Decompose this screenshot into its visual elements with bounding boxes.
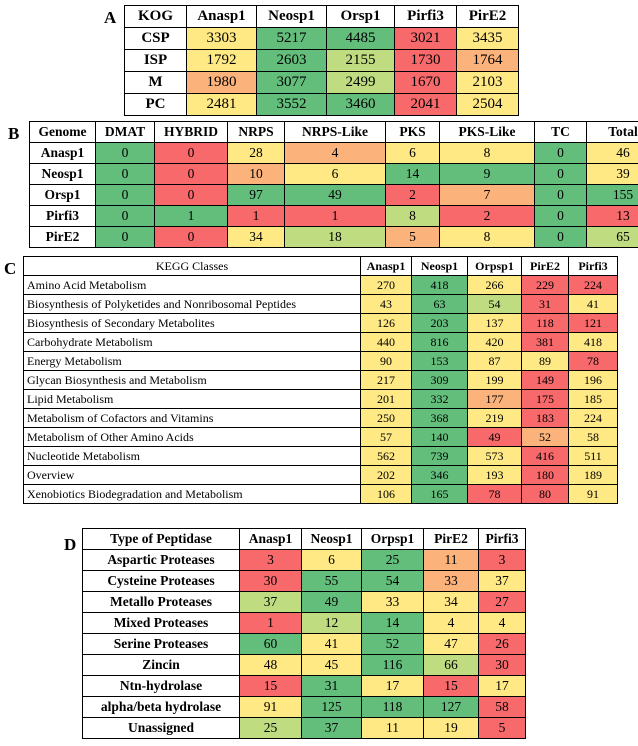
value-cell: 202 <box>361 466 412 485</box>
column-header: TC <box>535 122 587 143</box>
column-header: Anasp1 <box>240 529 302 550</box>
row-label: PirE2 <box>30 227 96 248</box>
table-row <box>24 428 618 447</box>
value-cell: 250 <box>361 409 412 428</box>
value-cell: 1670 <box>395 72 457 94</box>
table-row <box>24 390 618 409</box>
value-cell: 199 <box>468 371 522 390</box>
table-row <box>24 333 618 352</box>
value-cell: 28 <box>228 143 285 164</box>
value-cell: 2603 <box>257 50 327 72</box>
value-cell: 118 <box>362 697 424 718</box>
value-cell: 2481 <box>187 94 257 116</box>
value-cell: 125 <box>302 697 362 718</box>
value-cell: 739 <box>412 447 468 466</box>
row-label: M <box>125 72 187 94</box>
table-row <box>83 592 526 613</box>
table-row <box>83 697 526 718</box>
row-label: Glycan Biosynthesis and Metabolism <box>24 371 361 390</box>
kog-table <box>124 5 519 116</box>
row-header-title: KOG <box>125 6 187 28</box>
value-cell: 26 <box>479 634 526 655</box>
value-cell: 0 <box>155 164 228 185</box>
value-cell: 58 <box>479 697 526 718</box>
value-cell: 13 <box>587 206 638 227</box>
value-cell: 5217 <box>257 28 327 50</box>
value-cell: 1 <box>155 206 228 227</box>
secondary-metabolite-table <box>29 121 638 248</box>
value-cell: 78 <box>569 352 618 371</box>
value-cell: 126 <box>361 314 412 333</box>
column-header: PirE2 <box>522 257 569 276</box>
value-cell: 52 <box>362 634 424 655</box>
value-cell: 18 <box>285 227 386 248</box>
value-cell: 137 <box>468 314 522 333</box>
value-cell: 49 <box>302 592 362 613</box>
table-row <box>83 571 526 592</box>
value-cell: 381 <box>522 333 569 352</box>
row-label: Anasp1 <box>30 143 96 164</box>
column-header: Orsp1 <box>327 6 395 28</box>
column-header: Pirfi3 <box>569 257 618 276</box>
value-cell: 1980 <box>187 72 257 94</box>
column-header: Pirfi3 <box>479 529 526 550</box>
value-cell: 418 <box>412 276 468 295</box>
table-row <box>24 314 618 333</box>
row-label: Pirfi3 <box>30 206 96 227</box>
table-row <box>83 634 526 655</box>
value-cell: 25 <box>362 550 424 571</box>
value-cell: 2103 <box>457 72 519 94</box>
value-cell: 196 <box>569 371 618 390</box>
value-cell: 3435 <box>457 28 519 50</box>
value-cell: 3460 <box>327 94 395 116</box>
value-cell: 14 <box>362 613 424 634</box>
row-label: PC <box>125 94 187 116</box>
value-cell: 180 <box>522 466 569 485</box>
value-cell: 121 <box>569 314 618 333</box>
column-header: Neosp1 <box>412 257 468 276</box>
value-cell: 19 <box>424 718 479 739</box>
value-cell: 49 <box>285 185 386 206</box>
value-cell: 440 <box>361 333 412 352</box>
value-cell: 183 <box>522 409 569 428</box>
table-row <box>24 352 618 371</box>
value-cell: 266 <box>468 276 522 295</box>
value-cell: 10 <box>228 164 285 185</box>
row-label: Amino Acid Metabolism <box>24 276 361 295</box>
value-cell: 4 <box>424 613 479 634</box>
value-cell: 78 <box>468 485 522 504</box>
row-label: Orsp1 <box>30 185 96 206</box>
value-cell: 41 <box>569 295 618 314</box>
value-cell: 2504 <box>457 94 519 116</box>
value-cell: 34 <box>228 227 285 248</box>
value-cell: 33 <box>362 592 424 613</box>
column-header: PirE2 <box>457 6 519 28</box>
value-cell: 1 <box>285 206 386 227</box>
value-cell: 149 <box>522 371 569 390</box>
column-header: DMAT <box>96 122 155 143</box>
row-header-title: Genome <box>30 122 96 143</box>
value-cell: 1730 <box>395 50 457 72</box>
value-cell: 45 <box>302 655 362 676</box>
value-cell: 175 <box>522 390 569 409</box>
row-label: CSP <box>125 28 187 50</box>
row-label: Xenobiotics Biodegradation and Metabolism <box>24 485 361 504</box>
value-cell: 39 <box>587 164 638 185</box>
value-cell: 17 <box>362 676 424 697</box>
value-cell: 0 <box>535 164 587 185</box>
value-cell: 418 <box>569 333 618 352</box>
value-cell: 3552 <box>257 94 327 116</box>
panel-b-label: B <box>8 124 20 143</box>
value-cell: 0 <box>96 143 155 164</box>
row-label: Zincin <box>83 655 240 676</box>
value-cell: 37 <box>479 571 526 592</box>
value-cell: 11 <box>424 550 479 571</box>
value-cell: 0 <box>155 185 228 206</box>
value-cell: 224 <box>569 409 618 428</box>
value-cell: 155 <box>587 185 638 206</box>
value-cell: 30 <box>240 571 302 592</box>
column-header: Pirfi3 <box>395 6 457 28</box>
value-cell: 46 <box>587 143 638 164</box>
header-row <box>83 529 526 550</box>
column-header: PKS-Like <box>440 122 535 143</box>
row-label: Metabolism of Cofactors and Vitamins <box>24 409 361 428</box>
value-cell: 91 <box>240 697 302 718</box>
row-label: Energy Metabolism <box>24 352 361 371</box>
value-cell: 8 <box>440 143 535 164</box>
value-cell: 511 <box>569 447 618 466</box>
value-cell: 65 <box>587 227 638 248</box>
value-cell: 1 <box>240 613 302 634</box>
value-cell: 25 <box>240 718 302 739</box>
row-label: Ntn-hydrolase <box>83 676 240 697</box>
row-label: Neosp1 <box>30 164 96 185</box>
table-row <box>125 50 519 72</box>
value-cell: 66 <box>424 655 479 676</box>
table-row <box>24 466 618 485</box>
value-cell: 3021 <box>395 28 457 50</box>
table-row <box>30 143 638 164</box>
value-cell: 4 <box>479 613 526 634</box>
row-label: Biosynthesis of Secondary Metabolites <box>24 314 361 333</box>
table-row <box>24 295 618 314</box>
table-row <box>83 550 526 571</box>
table-row <box>83 718 526 739</box>
column-header: Total <box>587 122 638 143</box>
column-header: NRPS <box>228 122 285 143</box>
value-cell: 346 <box>412 466 468 485</box>
value-cell: 153 <box>412 352 468 371</box>
panel-c-label: C <box>4 259 17 278</box>
row-label: Cysteine Proteases <box>83 571 240 592</box>
value-cell: 193 <box>468 466 522 485</box>
value-cell: 87 <box>468 352 522 371</box>
row-label: Biosynthesis of Polyketides and Nonribosomal Peptides <box>24 295 361 314</box>
table-row <box>24 409 618 428</box>
value-cell: 201 <box>361 390 412 409</box>
value-cell: 37 <box>240 592 302 613</box>
value-cell: 31 <box>302 676 362 697</box>
value-cell: 0 <box>535 185 587 206</box>
column-header: Anasp1 <box>361 257 412 276</box>
value-cell: 91 <box>569 485 618 504</box>
panel-d-label: D <box>64 535 77 554</box>
value-cell: 12 <box>302 613 362 634</box>
value-cell: 3303 <box>187 28 257 50</box>
value-cell: 0 <box>535 206 587 227</box>
value-cell: 5 <box>386 227 440 248</box>
value-cell: 43 <box>361 295 412 314</box>
table-row <box>83 676 526 697</box>
value-cell: 4485 <box>327 28 395 50</box>
value-cell: 3 <box>479 550 526 571</box>
table-row <box>30 206 638 227</box>
value-cell: 15 <box>240 676 302 697</box>
value-cell: 55 <box>302 571 362 592</box>
row-label: Mixed Proteases <box>83 613 240 634</box>
value-cell: 6 <box>302 550 362 571</box>
header-row <box>24 257 618 276</box>
value-cell: 34 <box>424 592 479 613</box>
value-cell: 58 <box>569 428 618 447</box>
value-cell: 140 <box>412 428 468 447</box>
row-label: Unassigned <box>83 718 240 739</box>
column-header: Orpsp1 <box>362 529 424 550</box>
table-row <box>83 613 526 634</box>
value-cell: 229 <box>522 276 569 295</box>
table-row <box>125 94 519 116</box>
value-cell: 6 <box>285 164 386 185</box>
value-cell: 189 <box>569 466 618 485</box>
table-row <box>83 655 526 676</box>
value-cell: 2499 <box>327 72 395 94</box>
value-cell: 332 <box>412 390 468 409</box>
value-cell: 63 <box>412 295 468 314</box>
value-cell: 0 <box>535 143 587 164</box>
value-cell: 4 <box>285 143 386 164</box>
value-cell: 816 <box>412 333 468 352</box>
value-cell: 54 <box>468 295 522 314</box>
value-cell: 0 <box>155 143 228 164</box>
row-label: Nucleotide Metabolism <box>24 447 361 466</box>
value-cell: 1792 <box>187 50 257 72</box>
column-header: Orpsp1 <box>468 257 522 276</box>
value-cell: 90 <box>361 352 412 371</box>
value-cell: 57 <box>361 428 412 447</box>
table-row <box>24 485 618 504</box>
value-cell: 60 <box>240 634 302 655</box>
panel-a-label: A <box>104 8 117 27</box>
table-row <box>30 164 638 185</box>
value-cell: 9 <box>440 164 535 185</box>
value-cell: 2041 <box>395 94 457 116</box>
column-header: NRPS-Like <box>285 122 386 143</box>
value-cell: 6 <box>386 143 440 164</box>
value-cell: 5 <box>479 718 526 739</box>
value-cell: 0 <box>96 164 155 185</box>
table-row <box>30 185 638 206</box>
value-cell: 33 <box>424 571 479 592</box>
column-header: HYBRID <box>155 122 228 143</box>
row-header-title: Type of Peptidase <box>83 529 240 550</box>
table-row <box>24 276 618 295</box>
row-label: ISP <box>125 50 187 72</box>
value-cell: 14 <box>386 164 440 185</box>
kegg-table <box>23 256 618 504</box>
header-row <box>30 122 638 143</box>
value-cell: 80 <box>522 485 569 504</box>
value-cell: 0 <box>96 206 155 227</box>
table-row <box>125 28 519 50</box>
value-cell: 48 <box>240 655 302 676</box>
table-row <box>24 447 618 466</box>
value-cell: 97 <box>228 185 285 206</box>
value-cell: 127 <box>424 697 479 718</box>
value-cell: 89 <box>522 352 569 371</box>
row-label: Metallo Proteases <box>83 592 240 613</box>
value-cell: 27 <box>479 592 526 613</box>
value-cell: 15 <box>424 676 479 697</box>
row-label: Serine Proteases <box>83 634 240 655</box>
value-cell: 0 <box>155 227 228 248</box>
table-row <box>24 371 618 390</box>
value-cell: 37 <box>302 718 362 739</box>
value-cell: 11 <box>362 718 424 739</box>
value-cell: 165 <box>412 485 468 504</box>
value-cell: 8 <box>386 206 440 227</box>
row-label: Metabolism of Other Amino Acids <box>24 428 361 447</box>
row-label: alpha/beta hydrolase <box>83 697 240 718</box>
value-cell: 368 <box>412 409 468 428</box>
value-cell: 217 <box>361 371 412 390</box>
row-label: Overview <box>24 466 361 485</box>
value-cell: 3077 <box>257 72 327 94</box>
value-cell: 562 <box>361 447 412 466</box>
value-cell: 116 <box>362 655 424 676</box>
value-cell: 203 <box>412 314 468 333</box>
value-cell: 0 <box>96 185 155 206</box>
value-cell: 47 <box>424 634 479 655</box>
value-cell: 270 <box>361 276 412 295</box>
value-cell: 8 <box>440 227 535 248</box>
value-cell: 309 <box>412 371 468 390</box>
column-header: PKS <box>386 122 440 143</box>
value-cell: 2 <box>440 206 535 227</box>
table-row <box>30 227 638 248</box>
value-cell: 49 <box>468 428 522 447</box>
value-cell: 7 <box>440 185 535 206</box>
value-cell: 219 <box>468 409 522 428</box>
row-label: Lipid Metabolism <box>24 390 361 409</box>
value-cell: 416 <box>522 447 569 466</box>
value-cell: 118 <box>522 314 569 333</box>
value-cell: 224 <box>569 276 618 295</box>
value-cell: 1764 <box>457 50 519 72</box>
value-cell: 573 <box>468 447 522 466</box>
value-cell: 177 <box>468 390 522 409</box>
column-header: Neosp1 <box>257 6 327 28</box>
value-cell: 2155 <box>327 50 395 72</box>
value-cell: 0 <box>96 227 155 248</box>
table-row <box>125 72 519 94</box>
value-cell: 30 <box>479 655 526 676</box>
value-cell: 17 <box>479 676 526 697</box>
peptidase-table <box>82 528 526 739</box>
column-header: Neosp1 <box>302 529 362 550</box>
value-cell: 31 <box>522 295 569 314</box>
column-header: PirE2 <box>424 529 479 550</box>
value-cell: 52 <box>522 428 569 447</box>
value-cell: 106 <box>361 485 412 504</box>
row-header-title: KEGG Classes <box>24 257 361 276</box>
value-cell: 2 <box>386 185 440 206</box>
value-cell: 185 <box>569 390 618 409</box>
header-row <box>125 6 519 28</box>
value-cell: 54 <box>362 571 424 592</box>
column-header: Anasp1 <box>187 6 257 28</box>
value-cell: 0 <box>535 227 587 248</box>
value-cell: 1 <box>228 206 285 227</box>
value-cell: 420 <box>468 333 522 352</box>
row-label: Carbohydrate Metabolism <box>24 333 361 352</box>
value-cell: 41 <box>302 634 362 655</box>
row-label: Aspartic Proteases <box>83 550 240 571</box>
value-cell: 3 <box>240 550 302 571</box>
